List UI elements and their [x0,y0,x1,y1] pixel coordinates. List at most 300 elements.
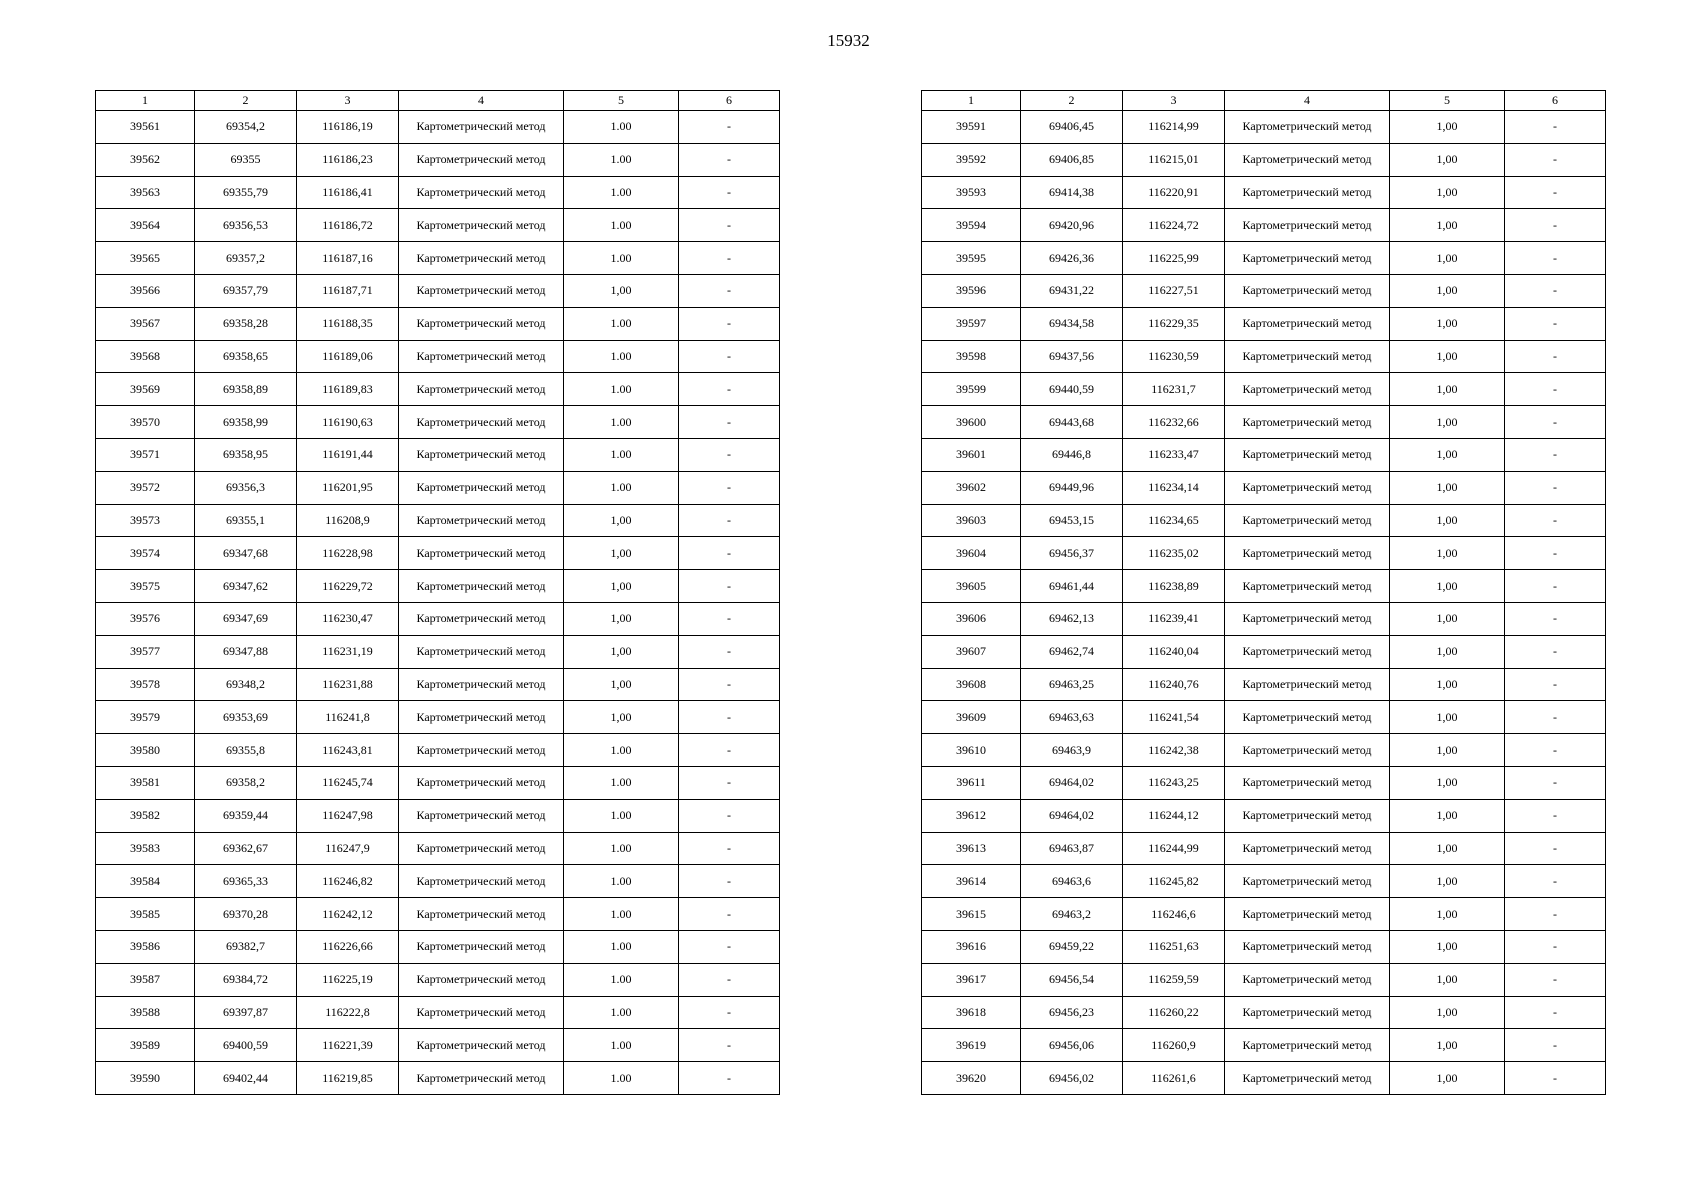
table-row [96,799,780,832]
accuracy-cell: 1.00 [564,832,679,865]
y-coordinate-cell: 116243,81 [297,734,399,767]
accuracy-cell: 1,00 [564,701,679,734]
y-coordinate-cell: 116234,65 [1123,504,1225,537]
x-coordinate-cell: 69347,69 [195,602,297,635]
accuracy-cell: 1,00 [1390,274,1505,307]
accuracy-cell: 1,00 [1390,504,1505,537]
method-cell: Картометрический метод [1225,602,1390,635]
point-number-cell: 39574 [96,537,195,570]
note-cell: - [679,766,780,799]
y-coordinate-cell: 116189,06 [297,340,399,373]
method-cell: Картометрический метод [1225,734,1390,767]
table-row [922,471,1606,504]
accuracy-cell: 1,00 [1390,996,1505,1029]
note-cell: - [679,373,780,406]
table-row [96,996,780,1029]
method-cell: Картометрический метод [1225,930,1390,963]
table-row [922,734,1606,767]
x-coordinate-cell: 69449,96 [1021,471,1123,504]
note-cell: - [1505,570,1606,603]
table-row [922,635,1606,668]
point-number-cell: 39588 [96,996,195,1029]
accuracy-cell: 1.00 [564,111,679,144]
point-number-cell: 39599 [922,373,1021,406]
accuracy-cell: 1,00 [1390,143,1505,176]
x-coordinate-cell: 69356,53 [195,209,297,242]
point-number-cell: 39572 [96,471,195,504]
x-coordinate-cell: 69384,72 [195,963,297,996]
x-coordinate-cell: 69461,44 [1021,570,1123,603]
method-cell: Картометрический метод [399,734,564,767]
y-coordinate-cell: 116259,59 [1123,963,1225,996]
method-cell: Картометрический метод [399,373,564,406]
table-row [922,799,1606,832]
accuracy-cell: 1,00 [1390,799,1505,832]
method-cell: Картометрический метод [1225,898,1390,931]
point-number-cell: 39562 [96,143,195,176]
y-coordinate-cell: 116244,99 [1123,832,1225,865]
column-header: 6 [679,91,780,111]
table-row [96,111,780,144]
x-coordinate-cell: 69358,95 [195,438,297,471]
point-number-cell: 39605 [922,570,1021,603]
y-coordinate-cell: 116201,95 [297,471,399,504]
y-coordinate-cell: 116227,51 [1123,274,1225,307]
point-number-cell: 39601 [922,438,1021,471]
point-number-cell: 39575 [96,570,195,603]
note-cell: - [1505,274,1606,307]
note-cell: - [1505,766,1606,799]
method-cell: Картометрический метод [399,930,564,963]
point-number-cell: 39565 [96,242,195,275]
table-header-row [922,91,1606,111]
table-row [922,898,1606,931]
x-coordinate-cell: 69456,54 [1021,963,1123,996]
point-number-cell: 39585 [96,898,195,931]
table-row [96,504,780,537]
note-cell: - [1505,111,1606,144]
table-row [96,143,780,176]
note-cell: - [679,176,780,209]
y-coordinate-cell: 116214,99 [1123,111,1225,144]
table-row [96,602,780,635]
note-cell: - [1505,504,1606,537]
accuracy-cell: 1,00 [1390,701,1505,734]
y-coordinate-cell: 116241,54 [1123,701,1225,734]
table-row [96,963,780,996]
table-row [96,1029,780,1062]
note-cell: - [1505,668,1606,701]
y-coordinate-cell: 116187,71 [297,274,399,307]
point-number-cell: 39607 [922,635,1021,668]
accuracy-cell: 1.00 [564,734,679,767]
y-coordinate-cell: 116190,63 [297,406,399,439]
y-coordinate-cell: 116230,47 [297,602,399,635]
y-coordinate-cell: 116229,72 [297,570,399,603]
method-cell: Картометрический метод [1225,438,1390,471]
method-cell: Картометрический метод [1225,504,1390,537]
accuracy-cell: 1,00 [564,635,679,668]
note-cell: - [679,898,780,931]
y-coordinate-cell: 116189,83 [297,373,399,406]
point-number-cell: 39603 [922,504,1021,537]
x-coordinate-cell: 69358,65 [195,340,297,373]
point-number-cell: 39591 [922,111,1021,144]
x-coordinate-cell: 69463,87 [1021,832,1123,865]
note-cell: - [1505,406,1606,439]
table-row [922,1062,1606,1095]
note-cell: - [679,832,780,865]
note-cell: - [1505,799,1606,832]
table-row [922,701,1606,734]
y-coordinate-cell: 116186,41 [297,176,399,209]
accuracy-cell: 1,00 [1390,307,1505,340]
accuracy-cell: 1,00 [1390,340,1505,373]
method-cell: Картометрический метод [399,1029,564,1062]
point-number-cell: 39610 [922,734,1021,767]
method-cell: Картометрический метод [399,570,564,603]
accuracy-cell: 1.00 [564,799,679,832]
point-number-cell: 39568 [96,340,195,373]
method-cell: Картометрический метод [399,111,564,144]
note-cell: - [1505,734,1606,767]
accuracy-cell: 1,00 [1390,537,1505,570]
x-coordinate-cell: 69426,36 [1021,242,1123,275]
note-cell: - [679,635,780,668]
y-coordinate-cell: 116235,02 [1123,537,1225,570]
y-coordinate-cell: 116232,66 [1123,406,1225,439]
accuracy-cell: 1,00 [1390,570,1505,603]
y-coordinate-cell: 116186,19 [297,111,399,144]
method-cell: Картометрический метод [1225,307,1390,340]
point-number-cell: 39577 [96,635,195,668]
table-row [96,734,780,767]
point-number-cell: 39594 [922,209,1021,242]
x-coordinate-cell: 69400,59 [195,1029,297,1062]
x-coordinate-cell: 69358,99 [195,406,297,439]
x-coordinate-cell: 69355,79 [195,176,297,209]
note-cell: - [679,406,780,439]
y-coordinate-cell: 116225,99 [1123,242,1225,275]
point-number-cell: 39564 [96,209,195,242]
column-header: 1 [922,91,1021,111]
column-header: 4 [1225,91,1390,111]
table-header-row [96,91,780,111]
point-number-cell: 39596 [922,274,1021,307]
accuracy-cell: 1.00 [564,143,679,176]
note-cell: - [679,996,780,1029]
note-cell: - [679,209,780,242]
table-row [922,373,1606,406]
accuracy-cell: 1,00 [1390,176,1505,209]
point-number-cell: 39590 [96,1062,195,1095]
accuracy-cell: 1.00 [564,406,679,439]
y-coordinate-cell: 116231,7 [1123,373,1225,406]
y-coordinate-cell: 116186,23 [297,143,399,176]
point-number-cell: 39569 [96,373,195,406]
y-coordinate-cell: 116234,14 [1123,471,1225,504]
y-coordinate-cell: 116260,22 [1123,996,1225,1029]
point-number-cell: 39582 [96,799,195,832]
x-coordinate-cell: 69355,1 [195,504,297,537]
note-cell: - [679,570,780,603]
accuracy-cell: 1,00 [1390,734,1505,767]
y-coordinate-cell: 116188,35 [297,307,399,340]
table-row [96,406,780,439]
y-coordinate-cell: 116229,35 [1123,307,1225,340]
accuracy-cell: 1,00 [1390,635,1505,668]
x-coordinate-cell: 69456,06 [1021,1029,1123,1062]
table-row [922,111,1606,144]
y-coordinate-cell: 116238,89 [1123,570,1225,603]
note-cell: - [679,438,780,471]
point-number-cell: 39570 [96,406,195,439]
note-cell: - [1505,209,1606,242]
note-cell: - [679,143,780,176]
table-row [922,537,1606,570]
page-number: 15932 [827,31,870,50]
coordinates-table-left [95,90,780,1095]
method-cell: Картометрический метод [399,668,564,701]
accuracy-cell: 1,00 [1390,1062,1505,1095]
table-row [96,274,780,307]
point-number-cell: 39602 [922,471,1021,504]
table-row [96,176,780,209]
accuracy-cell: 1.00 [564,438,679,471]
method-cell: Картометрический метод [1225,143,1390,176]
point-number-cell: 39566 [96,274,195,307]
x-coordinate-cell: 69359,44 [195,799,297,832]
note-cell: - [679,111,780,144]
method-cell: Картометрический метод [399,963,564,996]
table-row [922,832,1606,865]
accuracy-cell: 1,00 [564,570,679,603]
x-coordinate-cell: 69464,02 [1021,766,1123,799]
y-coordinate-cell: 116241,8 [297,701,399,734]
table-row [922,865,1606,898]
table-row [96,865,780,898]
accuracy-cell: 1,00 [564,668,679,701]
note-cell: - [1505,307,1606,340]
note-cell: - [679,1062,780,1095]
note-cell: - [1505,471,1606,504]
table-row [922,143,1606,176]
method-cell: Картометрический метод [399,274,564,307]
x-coordinate-cell: 69355,8 [195,734,297,767]
x-coordinate-cell: 69463,63 [1021,701,1123,734]
table-row [96,1062,780,1095]
x-coordinate-cell: 69453,15 [1021,504,1123,537]
note-cell: - [679,602,780,635]
accuracy-cell: 1.00 [564,373,679,406]
x-coordinate-cell: 69414,38 [1021,176,1123,209]
accuracy-cell: 1.00 [564,340,679,373]
method-cell: Картометрический метод [399,209,564,242]
y-coordinate-cell: 116260,9 [1123,1029,1225,1062]
method-cell: Картометрический метод [1225,242,1390,275]
table-row [96,373,780,406]
table-row [96,570,780,603]
method-cell: Картометрический метод [399,799,564,832]
accuracy-cell: 1.00 [564,865,679,898]
note-cell: - [679,930,780,963]
column-header: 2 [195,91,297,111]
x-coordinate-cell: 69402,44 [195,1062,297,1095]
y-coordinate-cell: 116245,74 [297,766,399,799]
method-cell: Картометрический метод [399,766,564,799]
x-coordinate-cell: 69462,74 [1021,635,1123,668]
accuracy-cell: 1.00 [564,963,679,996]
point-number-cell: 39620 [922,1062,1021,1095]
point-number-cell: 39614 [922,865,1021,898]
method-cell: Картометрический метод [399,996,564,1029]
x-coordinate-cell: 69464,02 [1021,799,1123,832]
accuracy-cell: 1.00 [564,1029,679,1062]
x-coordinate-cell: 69406,85 [1021,143,1123,176]
point-number-cell: 39613 [922,832,1021,865]
accuracy-cell: 1.00 [564,176,679,209]
table-row [96,471,780,504]
y-coordinate-cell: 116191,44 [297,438,399,471]
note-cell: - [1505,865,1606,898]
x-coordinate-cell: 69355 [195,143,297,176]
note-cell: - [679,274,780,307]
method-cell: Картометрический метод [1225,471,1390,504]
point-number-cell: 39578 [96,668,195,701]
point-number-cell: 39567 [96,307,195,340]
note-cell: - [679,471,780,504]
method-cell: Картометрический метод [399,537,564,570]
table-row [96,340,780,373]
coordinates-table-right [921,90,1606,1095]
method-cell: Картометрический метод [399,406,564,439]
method-cell: Картометрический метод [1225,996,1390,1029]
x-coordinate-cell: 69440,59 [1021,373,1123,406]
note-cell: - [679,537,780,570]
x-coordinate-cell: 69420,96 [1021,209,1123,242]
point-number-cell: 39581 [96,766,195,799]
method-cell: Картометрический метод [1225,701,1390,734]
method-cell: Картометрический метод [1225,635,1390,668]
note-cell: - [1505,996,1606,1029]
accuracy-cell: 1,00 [1390,242,1505,275]
column-header: 5 [564,91,679,111]
method-cell: Картометрический метод [1225,176,1390,209]
accuracy-cell: 1,00 [1390,865,1505,898]
note-cell: - [1505,1062,1606,1095]
table-row [922,307,1606,340]
accuracy-cell: 1,00 [564,274,679,307]
x-coordinate-cell: 69459,22 [1021,930,1123,963]
x-coordinate-cell: 69437,56 [1021,340,1123,373]
note-cell: - [1505,373,1606,406]
method-cell: Картометрический метод [399,865,564,898]
x-coordinate-cell: 69463,2 [1021,898,1123,931]
x-coordinate-cell: 69446,8 [1021,438,1123,471]
point-number-cell: 39608 [922,668,1021,701]
method-cell: Картометрический метод [399,340,564,373]
accuracy-cell: 1,00 [1390,111,1505,144]
y-coordinate-cell: 116233,47 [1123,438,1225,471]
x-coordinate-cell: 69434,58 [1021,307,1123,340]
table-row [922,930,1606,963]
x-coordinate-cell: 69354,2 [195,111,297,144]
accuracy-cell: 1,00 [1390,766,1505,799]
table-row [96,537,780,570]
note-cell: - [1505,176,1606,209]
table-row [922,668,1606,701]
accuracy-cell: 1,00 [564,602,679,635]
accuracy-cell: 1,00 [1390,898,1505,931]
table-row [96,307,780,340]
note-cell: - [1505,832,1606,865]
y-coordinate-cell: 116219,85 [297,1062,399,1095]
point-number-cell: 39584 [96,865,195,898]
point-number-cell: 39586 [96,930,195,963]
note-cell: - [1505,602,1606,635]
y-coordinate-cell: 116187,16 [297,242,399,275]
note-cell: - [679,242,780,275]
accuracy-cell: 1.00 [564,307,679,340]
x-coordinate-cell: 69357,79 [195,274,297,307]
x-coordinate-cell: 69348,2 [195,668,297,701]
point-number-cell: 39592 [922,143,1021,176]
y-coordinate-cell: 116228,98 [297,537,399,570]
point-number-cell: 39611 [922,766,1021,799]
accuracy-cell: 1,00 [1390,602,1505,635]
method-cell: Картометрический метод [399,602,564,635]
point-number-cell: 39617 [922,963,1021,996]
point-number-cell: 39604 [922,537,1021,570]
y-coordinate-cell: 116224,72 [1123,209,1225,242]
note-cell: - [1505,143,1606,176]
x-coordinate-cell: 69358,28 [195,307,297,340]
point-number-cell: 39571 [96,438,195,471]
accuracy-cell: 1,00 [1390,963,1505,996]
x-coordinate-cell: 69362,67 [195,832,297,865]
table-row [922,602,1606,635]
y-coordinate-cell: 116225,19 [297,963,399,996]
x-coordinate-cell: 69456,02 [1021,1062,1123,1095]
note-cell: - [1505,242,1606,275]
note-cell: - [679,340,780,373]
x-coordinate-cell: 69406,45 [1021,111,1123,144]
point-number-cell: 39561 [96,111,195,144]
x-coordinate-cell: 69463,6 [1021,865,1123,898]
point-number-cell: 39598 [922,340,1021,373]
column-header: 4 [399,91,564,111]
accuracy-cell: 1,00 [1390,1029,1505,1062]
note-cell: - [1505,898,1606,931]
x-coordinate-cell: 69358,89 [195,373,297,406]
method-cell: Картометрический метод [399,242,564,275]
x-coordinate-cell: 69370,28 [195,898,297,931]
method-cell: Картометрический метод [399,1062,564,1095]
note-cell: - [679,963,780,996]
method-cell: Картометрический метод [399,701,564,734]
y-coordinate-cell: 116242,38 [1123,734,1225,767]
table-row [96,242,780,275]
y-coordinate-cell: 116226,66 [297,930,399,963]
table-row [96,635,780,668]
point-number-cell: 39587 [96,963,195,996]
method-cell: Картометрический метод [399,898,564,931]
method-cell: Картометрический метод [399,176,564,209]
method-cell: Картометрический метод [1225,111,1390,144]
y-coordinate-cell: 116208,9 [297,504,399,537]
table-row [96,209,780,242]
y-coordinate-cell: 116245,82 [1123,865,1225,898]
